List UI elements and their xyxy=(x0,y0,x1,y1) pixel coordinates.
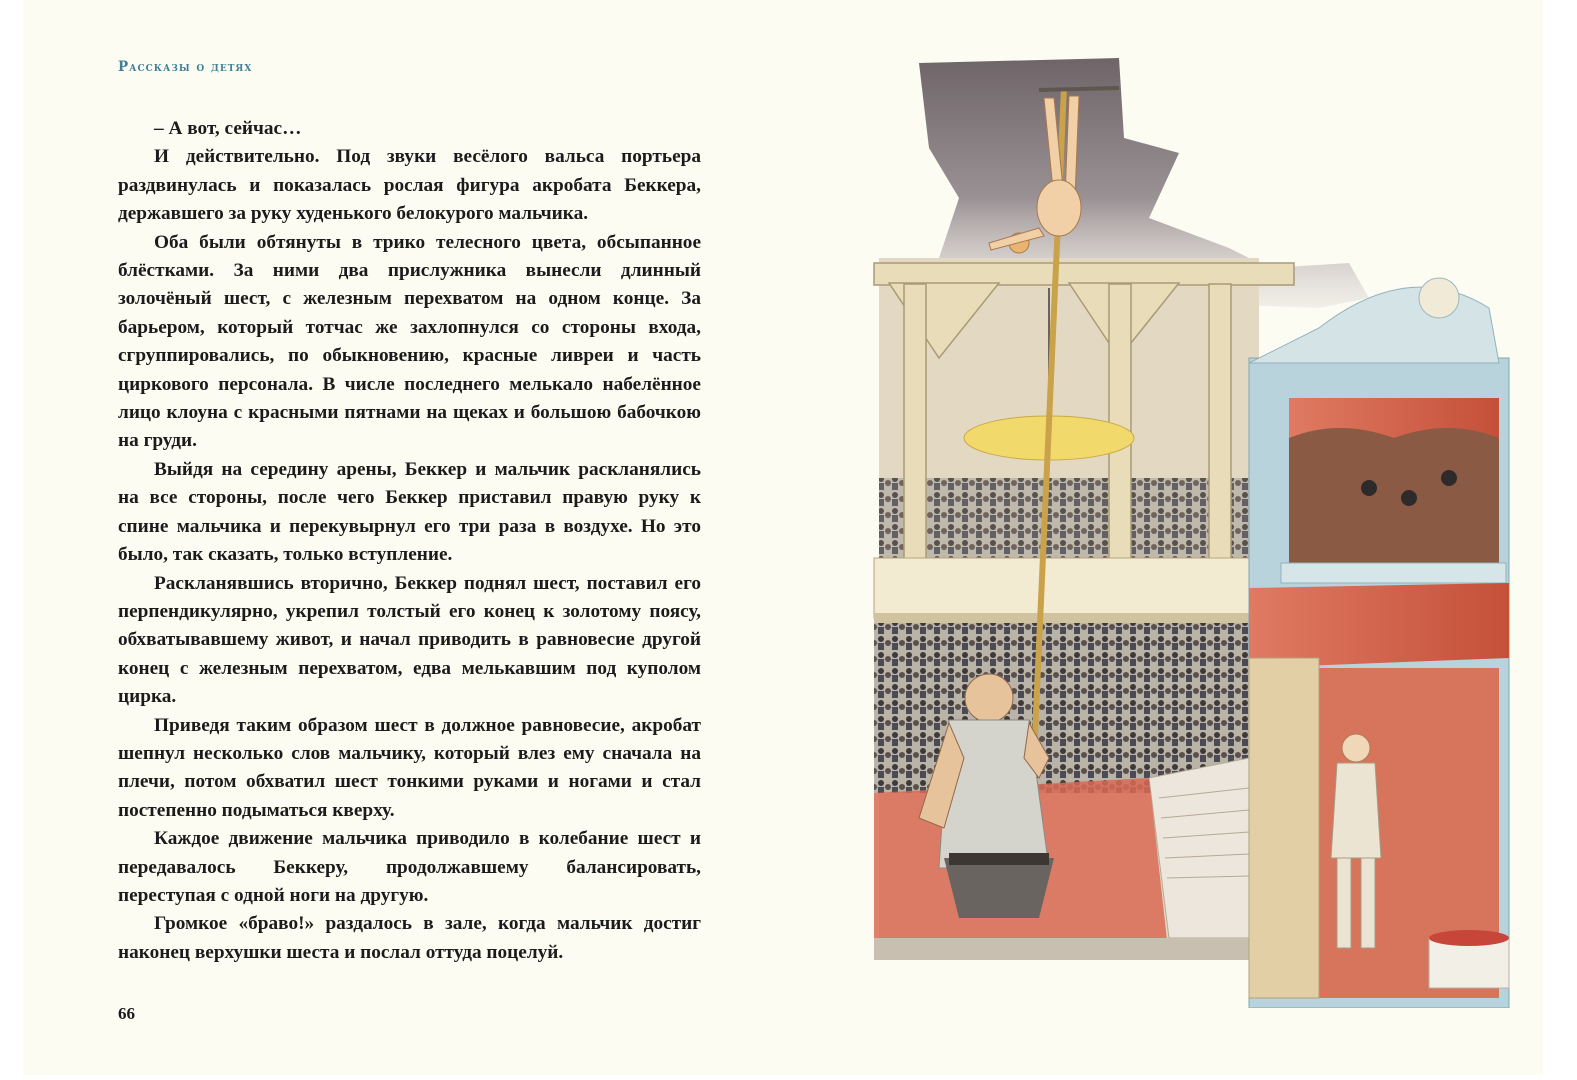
paragraph: Раскланявшись вторично, Беккер поднял шест, поставил его перпендикулярно, укрепил толстый его конец к золотому поясу, обхватывавшему живот, и начал приводить в равновесие другой конец с железным перехватом, едва мелькавшим под куполом цирка. xyxy=(118,572,701,708)
paragraph: Оба были обтянуты в трико телесного цвета, обсыпанное блёстками. За ними два прислужника вынесли длинный золочёный шест, с железным перехватом на одном конце. За барьером, который тотчас же захлопнулся со стороны входа, сгруппировались, по обыкновению, красные ливреи и часть циркового персонала. В числе последнего мелькало набелённое лицо клоуна с красными пятнами на щеках и большою бабочкою на груди. xyxy=(118,231,701,452)
orchestra-box xyxy=(1249,278,1509,1008)
drum xyxy=(1429,930,1509,988)
paragraph: Громкое «браво!» раздалось в зале, когда мальчик достиг наконец верхушки шеста и послал оттуда поцелуй. xyxy=(118,913,701,963)
balcony-rail xyxy=(874,558,1254,618)
paragraph: И действительно. Под звуки весёлого вальса портьера раздвинулась и показалась рослая фигура акробата Беккера, державшего за руку худенького белокурого мальчика. xyxy=(118,146,701,225)
circus-illustration xyxy=(849,58,1529,1008)
paragraph: – А вот, сейчас… xyxy=(154,118,302,139)
page-number: 66 xyxy=(118,1004,135,1023)
paragraph: Каждое движение мальчика приводило в колебание шест и передавалось Беккеру, продолжавшему балансировать, переступая с одной ноги на другую. xyxy=(118,828,701,906)
paragraph: Приведя таким образом шест в должное равновесие, акробат шепнул несколько слов мальчику, который влез ему сначала на плечи, потом обхватил шест тонкими руками и ногами и стал постепенно подыматься кверху. xyxy=(118,714,701,821)
story-text xyxy=(118,115,701,967)
lower-crowd xyxy=(874,623,1254,793)
running-head: Рассказы о детях xyxy=(118,59,253,75)
book-spread xyxy=(23,0,1543,1075)
paragraph: Выйдя на середину арены, Беккер и мальчик раскланялись на все стороны, после чего Беккер приставил правую руку к спине мальчика и перекувырнул его три раза в воздухе. Но это было, так сказать, только вступление. xyxy=(118,458,701,566)
